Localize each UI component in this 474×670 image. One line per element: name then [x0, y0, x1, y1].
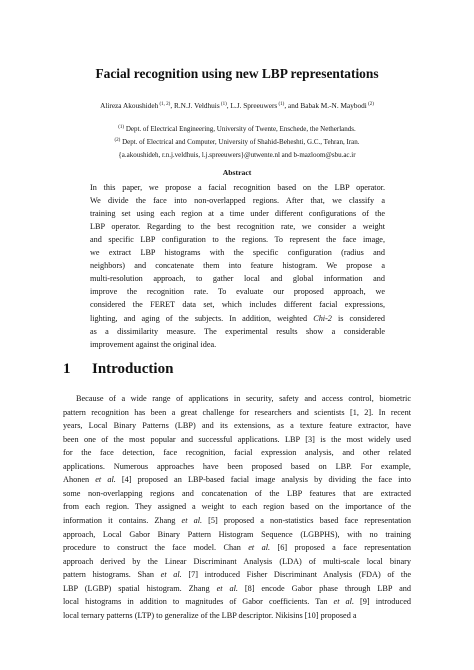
body-line: been one of the most popular and successful applications. LBP [3] is the most widely used: [63, 434, 411, 444]
body-line: procedure to construct the face model. Chan et al. [6] proposed a face representation: [63, 543, 411, 553]
abstract-line: improvement against the original idea.: [90, 339, 217, 349]
body-line: Because of a wide range of applications in security, safety and access control, biometric: [76, 394, 411, 403]
body-line: pattern histograms. Shan et al. [7] introduced Fisher Discriminant Analysis (FDA) of the: [63, 570, 411, 580]
abstract-line: considered the FERET data set, which includes different facial expressions,: [90, 300, 385, 310]
abstract-line: as a dissimilarity measure. The experimental results show a considerable: [90, 326, 385, 336]
affiliation-2-marker: (2): [114, 138, 121, 143]
body-line: approach, Local Gabor Binary Pattern Histogram Sequence (LGBPHS), with no training: [63, 529, 411, 539]
author-name: Alireza Akoushideh: [100, 101, 159, 110]
abstract-line: and specific LBP configuration to the regions. To represent the face image,: [90, 235, 385, 245]
affiliation-1-text: Dept. of Electrical Engineering, University of Twente, Enschede, the Netherlands.: [124, 125, 356, 133]
paper-title: Facial recognition using new LBP representations: [95, 66, 379, 81]
italic-text: et al.: [160, 570, 182, 580]
body-line: for the face detection, face recognition, facial expression analysis, and other related: [63, 448, 411, 458]
affiliation-2: [0, 137, 474, 147]
author-name: L.J. Spreeuwers: [230, 101, 278, 110]
abstract-line: training set using each region at a time under different configurations of the: [90, 209, 385, 219]
section-number: 1: [63, 361, 71, 377]
abstract-line: improve the recognition rate. To evaluate our proposed approach, we: [90, 287, 385, 297]
abstract-line: In this paper, we propose a facial recognition based on the LBP operator.: [90, 183, 385, 192]
italic-text: et al.: [181, 515, 203, 525]
body-line: LBP (LGBP) spatial histogram. Zhang et al. [8] encode Gabor phase through LBP and: [63, 583, 412, 593]
italic-text: Chi-2: [313, 313, 332, 323]
abstract-line: LBP operator. Regarding to the best recognition rate, we consider a weight: [90, 222, 385, 232]
body-line: information it contains. Zhang et al. [5] proposed a non-statistics based face representation: [63, 515, 412, 525]
author-affiliation-marker: (1): [277, 102, 285, 107]
abstract-line: neighbors) and concatenate them into feature histogram. We propose a: [90, 261, 385, 271]
author-name: Babak M.-N. Maybodi: [300, 101, 367, 110]
affiliation-1-marker: (1): [118, 125, 125, 130]
section-title: Introduction: [92, 361, 174, 377]
body-line: some non-overlapping regions and concatenation of the LBP features that are extracted: [63, 488, 411, 498]
body-line: pattern recognition has been a great challenge for researchers and scientists [1, 2]. In recent: [63, 407, 411, 417]
body-line: from each region. They assigned a weight to each region based on the importance of the: [63, 502, 411, 512]
abstract-line: We divide the face into non-overlapped regions. After that, we classify a: [90, 196, 385, 206]
italic-text: et al.: [95, 475, 116, 485]
author-list: Alireza Akoushideh $^{(1, 2)}$, R.N.J. Veldhuis $^{(1)}$, L.J. Spreeuwers $^{(1)}$, and Babak M.-N. Maybodi $^{(2)}$: [100, 101, 374, 110]
body-line: approach derived by the Linear Discriminant Analysis (LDA) of multi-scale local binary: [63, 556, 411, 566]
body-line: local histograms in addition to magnitudes of Gabor coefficients. Tan et al. [9] introduced: [63, 597, 411, 607]
affiliation-1: [0, 124, 474, 134]
author-affiliation-marker: (2): [366, 102, 374, 107]
abstract-heading: Abstract: [222, 168, 252, 177]
italic-text: et al.: [248, 543, 271, 553]
body-line: applications. Numerous approaches have been proposed based on LBP. For example,: [63, 461, 411, 471]
affiliation-2-text: Dept. of Electrical and Computer, University of Shahid-Beheshti, G.C., Tehran, Iran.: [120, 138, 360, 146]
author-affiliation-marker: (1, 2): [158, 102, 171, 107]
body-line: Ahonen et al. [4] proposed an LBP-based facial image analysis by dividing the face into: [63, 475, 412, 485]
abstract-line: multi-resolution approach, to gather local and global information and: [90, 274, 385, 284]
italic-text: et al.: [216, 583, 238, 593]
body-line: years, Local Binary Patterns (LBP) and its extensions, as a texture feature extractor, have: [63, 421, 411, 431]
author-affiliation-marker: (1): [219, 102, 227, 107]
italic-text: et al.: [333, 597, 355, 607]
abstract-line: lighting, and aging of the subjects. In addition, weighted Chi-2 is considered: [90, 313, 385, 323]
abstract-line: we extract LBP histograms with the specific configuration (radius and: [90, 248, 385, 258]
author-name: R.N.J. Veldhuis: [173, 101, 220, 110]
body-line: local ternary patterns (LTP) to generalize of the LBP descriptor. Nikisins [10] proposed a: [63, 610, 357, 620]
author-emails: {a.akoushideh, r.n.j.veldhuis, l.j.spreeuwers}@utwente.nl and b-mazloom@sbu.ac.ir: [118, 151, 356, 159]
